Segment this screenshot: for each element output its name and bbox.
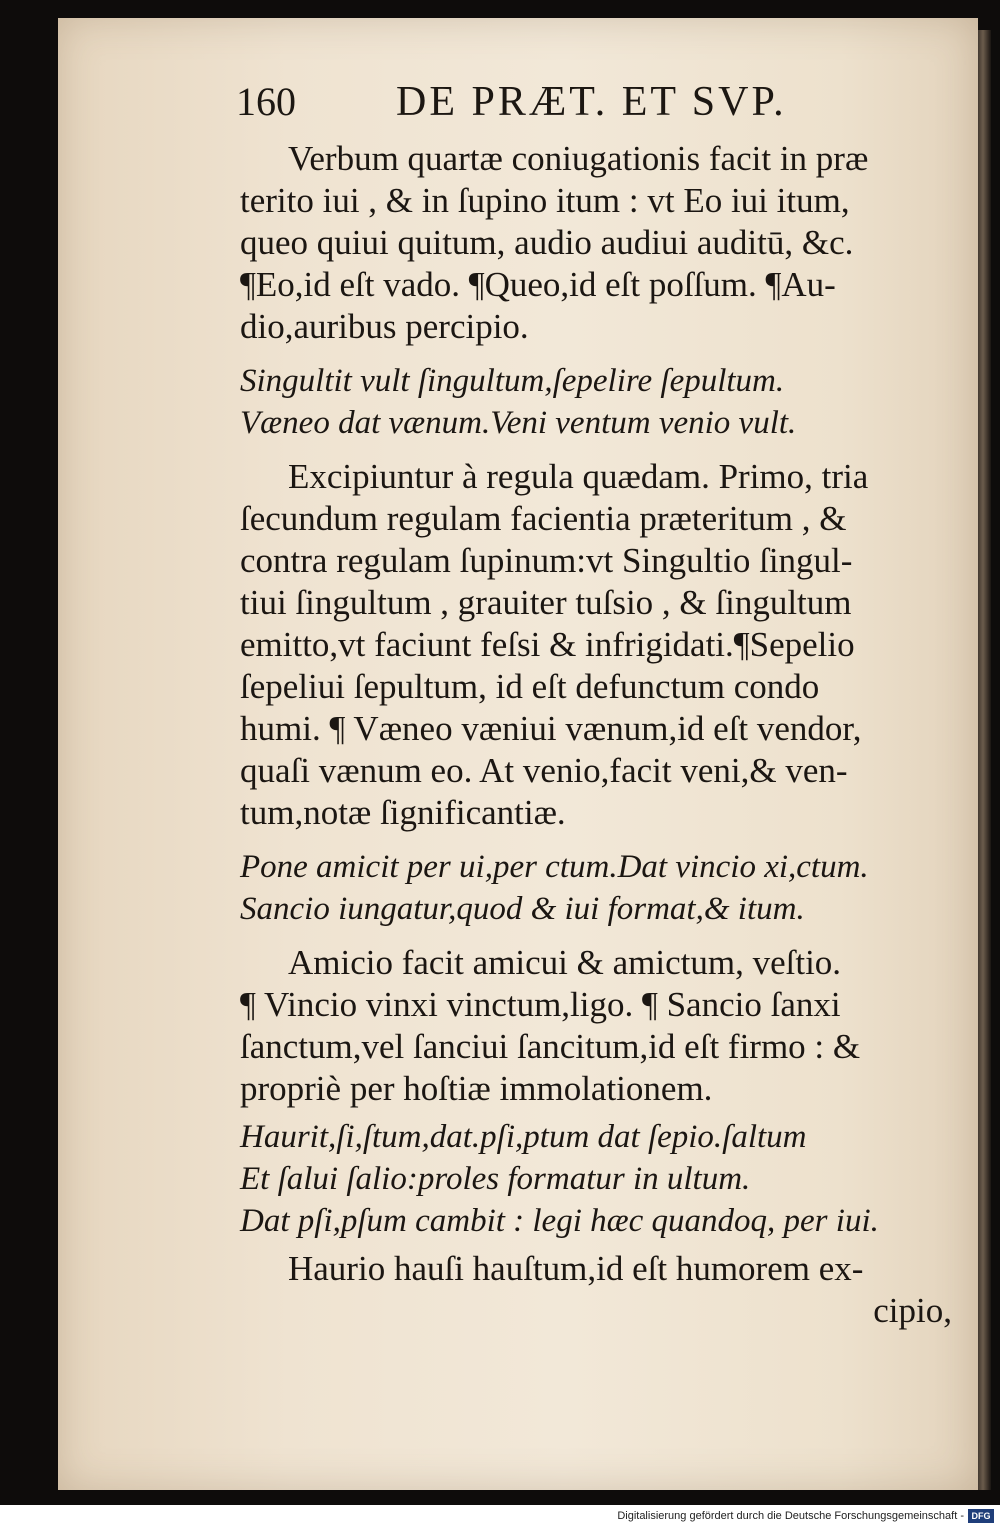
verse-line: Sancio iungatur,quod & iui format,& itum.: [240, 891, 805, 927]
dfg-logo: DFG: [968, 1509, 994, 1523]
verse-line: Singultit vult ſingultum,ſepelire ſepultum.: [240, 363, 785, 399]
verse-line: Væneo dat vænum.Veni ventum venio vult.: [240, 405, 797, 441]
verse-line: Dat pſi,pſum cambit : legi hæc quandoq, per iui.: [240, 1203, 879, 1239]
text-line: humi. ¶ Væneo væniui vænum,id eſt vendor,: [240, 709, 862, 748]
paragraph-first-line: Haurio hauſi hauſtum,id eſt humorem ex-: [288, 1249, 864, 1288]
text-line: queo quiui quitum, audio audiui auditū, &c.: [240, 223, 854, 262]
verse-line: Pone amicit per ui,per ctum.Dat vincio xi,ctum.: [240, 849, 869, 885]
text-line: contra regulam ſupinum:vt Singultio ſingul-: [240, 541, 853, 580]
main-text: [240, 138, 952, 1332]
text-line: tum,notæ ſignificantiæ.: [240, 793, 566, 832]
paragraph-gap: [240, 444, 952, 456]
page-number: 160: [236, 79, 296, 124]
text-line: emitto,vt faciunt feſsi & infrigidati.¶Sepelio: [240, 625, 855, 664]
paragraph-gap: [240, 834, 952, 846]
text-line: ſepeliui ſepultum, id eſt defunctum condo: [240, 667, 820, 706]
verse-line: Haurit,ſi,ſtum,dat.pſi,ptum dat ſepio.ſaltum: [240, 1119, 807, 1155]
paragraph-first-line: Excipiuntur à regula quædam. Primo, tria: [288, 457, 869, 496]
catchword-line: cipio,: [873, 1291, 952, 1330]
funding-credit: Digitalisierung gefördert durch die Deutsche Forschungsgemeinschaft -: [617, 1510, 964, 1522]
text-line: terito iui , & in ſupino itum : vt Eo iui itum,: [240, 181, 850, 220]
paragraph-first-line: Verbum quartæ coniugationis facit in præ: [288, 139, 869, 178]
text-line: dio,auribus percipio.: [240, 307, 529, 346]
text-line: quaſi vænum eo. At venio,facit veni,& ven-: [240, 751, 848, 790]
text-line: ¶Eo,id eſt vado. ¶Queo,id eſt poſſum. ¶Au-: [240, 265, 836, 304]
running-title: DE PRÆT. ET SVP.: [396, 79, 787, 125]
verse-line: Et ſalui ſalio:proles formatur in ultum.: [240, 1161, 751, 1197]
paragraph-gap: [240, 348, 952, 360]
footer: [0, 1505, 1000, 1527]
running-head: [236, 78, 846, 128]
text-line: ¶ Vincio vinxi vinctum,ligo. ¶ Sancio ſanxi: [240, 985, 841, 1024]
paragraph-first-line: Amicio facit amicui & amictum, veſtio.: [288, 943, 842, 982]
text-line: propriè per hoſtiæ immolationem.: [240, 1069, 713, 1108]
paragraph-gap: [240, 930, 952, 942]
text-line: ſanctum,vel ſanciui ſancitum,id eſt firmo : &: [240, 1027, 861, 1066]
text-line: tiui ſingultum , grauiter tuſsio , & ſingultum: [240, 583, 852, 622]
text-line: ſecundum regulam facientia præteritum , &: [240, 499, 847, 538]
